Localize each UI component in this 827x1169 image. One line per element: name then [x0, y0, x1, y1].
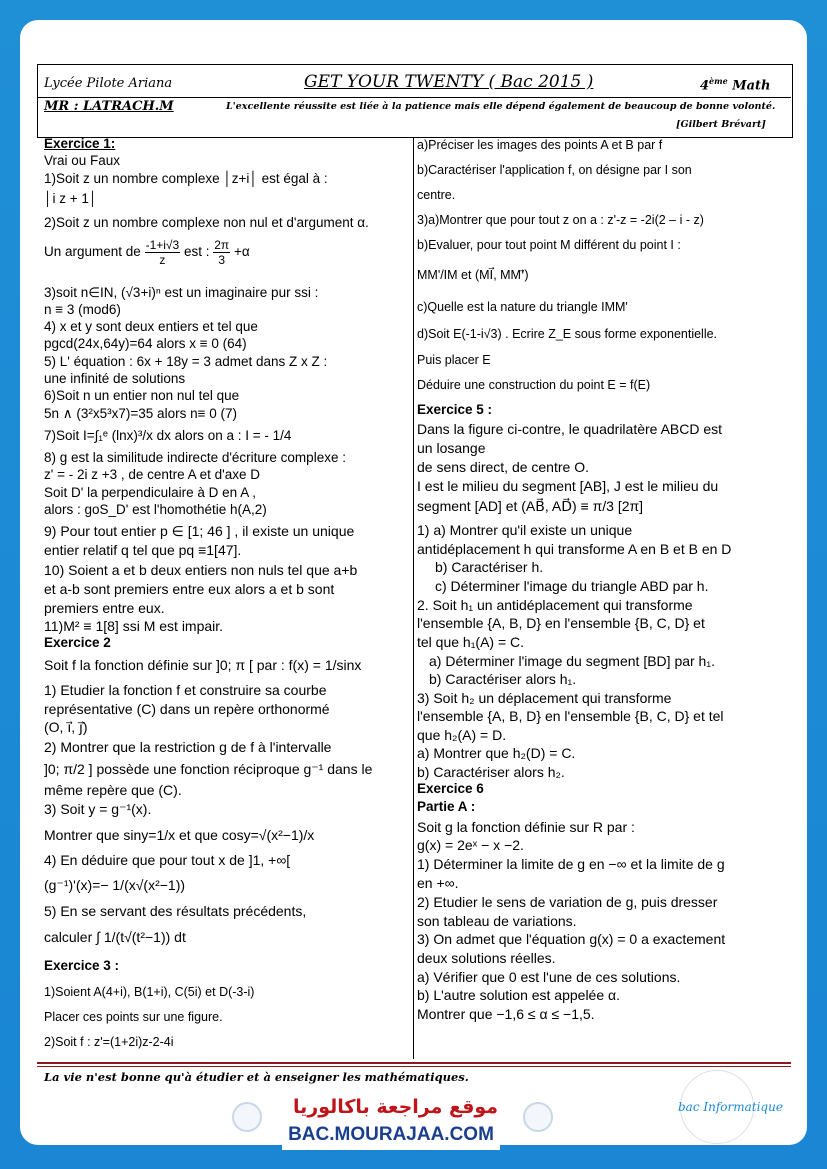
- e3-q3a: 3)a)Montrer que pour tout z on a : z'-z = -2i(2 – i - z): [417, 213, 704, 227]
- e2-q2: 2) Montrer que la restriction g de f à l'intervalle: [44, 739, 332, 755]
- q3-text: 3)soit n∈IN, (√3+i)ⁿ est un imaginaire pur ssi :: [44, 285, 319, 300]
- e6-q3: 3) On admet que l'équation g(x) = 0 a exactement: [417, 931, 726, 947]
- e5-q3a: a) Montrer que h₂(D) = C.: [417, 745, 576, 761]
- q9-line2: entier relatif q tel que pq ≡1[47].: [44, 542, 242, 558]
- e3-q3d: d)Soit E(-1-i√3) . Ecrire Z_E sous forme exponentielle.: [417, 327, 718, 341]
- teacher-name: MR : LATRACH.M: [44, 99, 174, 114]
- e2-q3-line2: Montrer que siny=1/x et que cosy=√(x²−1)/x: [44, 827, 315, 843]
- e6-q3b: b) L'autre solution est appelée α.: [417, 987, 621, 1003]
- brand-site[interactable]: BAC.MOURAJAA.COM: [288, 1124, 494, 1145]
- e3-q3c: c)Quelle est la nature du triangle IMM': [417, 300, 628, 314]
- q5-text: 5) L' équation : 6x + 18y = 3 admet dans Z x Z :: [44, 354, 328, 369]
- e3-q2b-line2: centre.: [417, 188, 456, 202]
- e2-q2-line2: ]0; π/2 ] possède une fonction réciproque g⁻¹ dans le: [44, 761, 373, 777]
- e5-q2: 2. Soit h₁ un antidéplacement qui transforme: [417, 597, 693, 613]
- e5-q1b: b) Caractériser h.: [435, 559, 544, 575]
- brand-arabic: موقع مراجعة باكالوريا: [293, 1096, 499, 1118]
- e2-q5: 5) En se servant des résultats précédents,: [44, 903, 307, 919]
- e6-function: g(x) = 2eˣ − x −2.: [417, 837, 524, 853]
- e6-q2: 2) Etudier le sens de variation de g, puis dresser: [417, 894, 718, 910]
- e5-intro-line3: de sens direct, de centre O.: [417, 459, 589, 475]
- e2-q2-line3: même repère que (C).: [44, 782, 182, 798]
- e2-q1: 1) Etudier la fonction f et construire sa courbe: [44, 682, 327, 698]
- level-badge: 4ème Math: [700, 76, 771, 94]
- e6-intro: Soit g la fonction définie sur R par :: [417, 819, 635, 835]
- e6-q1: 1) Déterminer la limite de g en −∞ et la limite de g: [417, 856, 725, 872]
- school-name: Lycée Pilote Ariana: [44, 76, 173, 91]
- book-logo-icon: [523, 1102, 553, 1132]
- q10-line3: premiers entre eux.: [44, 600, 165, 616]
- e6-q3a: a) Vérifier que 0 est l'une de ces solutions.: [417, 969, 681, 985]
- column-divider: [413, 137, 414, 1059]
- header-quote: L'excellente réussite est liée à la patience mais elle dépend également de beaucoup de bonne volonté.: [226, 101, 776, 112]
- q6-text: 6)Soit n un entier non nul tel que: [44, 388, 240, 403]
- e6-q2-line2: son tableau de variations.: [417, 913, 577, 929]
- q8-text: 8) g est la similitude indirecte d'écriture complexe :: [44, 450, 346, 465]
- e6-q3-line2: deux solutions réelles.: [417, 950, 556, 966]
- q1-expression: │i z + 1│: [44, 191, 98, 206]
- e5-q2a: a) Déterminer l'image du segment [BD] par h₁.: [429, 653, 715, 669]
- e2-q4-line2: (g⁻¹)'(x)=− 1/(x√(x²−1)): [44, 877, 186, 893]
- e2-q5-line2: calculer ∫ 1/(t√(t²−1)) dt: [44, 929, 186, 945]
- e5-q2-line2: l'ensemble {A, B, D} en l'ensemble {B, C, D} et: [417, 615, 705, 631]
- e5-q1c: c) Déterminer l'image du triangle ABD par h.: [435, 578, 709, 594]
- e5-intro: Dans la figure ci-contre, le quadrilatère ABCD est: [417, 421, 723, 437]
- exercise-3-title: Exercice 3 :: [44, 958, 120, 973]
- e5-q2b: b) Caractériser alors h₁.: [429, 671, 577, 687]
- quote-author: [Gilbert Brévart]: [676, 119, 766, 130]
- e3-q2b: b)Caractériser l'application f, on désigne par I son: [417, 163, 692, 177]
- q8-line3: Soit D' la perpendiculaire à D en A ,: [44, 485, 256, 500]
- q8-line4: alors : goS_D' est l'homothétie h(A,2): [44, 502, 267, 517]
- e2-q4: 4) En déduire que pour tout x de ]1, +∞[: [44, 852, 291, 868]
- part-a-title: Partie A :: [417, 799, 476, 814]
- exercise-1-intro: Vrai ou Faux: [44, 153, 121, 168]
- q3-answer: n ≡ 3 (mod6): [44, 302, 121, 317]
- footer-rule-thin: [37, 1066, 791, 1067]
- e5-q3: 3) Soit h₂ un déplacement qui transforme: [417, 690, 672, 706]
- q2-text: 2)Soit z un nombre complexe non nul et d'argument α.: [44, 215, 369, 230]
- badge-text: bac Informatique: [678, 1100, 783, 1114]
- e5-q1a: 1) a) Montrer qu'il existe un unique: [417, 522, 633, 538]
- header-divider: [37, 97, 791, 98]
- q4-answer: pgcd(24x,64y)=64 alors x ≡ 0 (64): [44, 336, 247, 351]
- e2-q3: 3) Soit y = g⁻¹(x).: [44, 801, 152, 817]
- book-logo-icon: [232, 1102, 262, 1132]
- e3-q2: 2)Soit f : z'=(1+2i)z-2-4i: [44, 1035, 174, 1049]
- e2-intro: Soit f la fonction définie sur ]0; π [ par : f(x) = 1/sinx: [44, 657, 362, 673]
- e5-q3-line3: que h₂(A) = D.: [417, 727, 507, 743]
- page-title: GET YOUR TWENTY ( Bac 2015 ): [304, 72, 594, 92]
- q11-text: 11)M² ≡ 1[8] ssi M est impair.: [44, 618, 224, 634]
- e2-q1-line3: (O, i⃗, j⃗): [44, 719, 88, 735]
- q4-text: 4) x et y sont deux entiers et tel que: [44, 319, 258, 334]
- q5-answer: une infinité de solutions: [44, 371, 186, 386]
- e3-q3d-line2: Puis placer E: [417, 353, 491, 367]
- e6-q3b-line2: Montrer que −1,6 ≤ α ≤ −1,5.: [417, 1006, 595, 1022]
- e3-q3d-line3: Déduire une construction du point E = f(E): [417, 378, 651, 392]
- exercise-6-title: Exercice 6: [417, 781, 484, 796]
- exercise-2-title: Exercice 2: [44, 635, 111, 650]
- e3-q1-line2: Placer ces points sur une figure.: [44, 1010, 223, 1024]
- q1-text: 1)Soit z un nombre complexe │z+i│ est égal à :: [44, 171, 328, 186]
- e5-q1a-line2: antidéplacement h qui transforme A en B et B en D: [417, 541, 732, 557]
- e3-q1: 1)Soient A(4+i), B(1+i), C(5i) et D(-3-i): [44, 985, 255, 999]
- e6-q1-line2: en +∞.: [417, 875, 459, 891]
- q8-formula: z' = - 2i z +3 , de centre A et d'axe D: [44, 467, 261, 482]
- q10-text: 10) Soient a et b deux entiers non nuls tel que a+b: [44, 562, 358, 578]
- exercise-5-title: Exercice 5 :: [417, 402, 493, 417]
- e5-q2-line3: tel que h₁(A) = C.: [417, 634, 525, 650]
- e3-q2a: a)Préciser les images des points A et B par f: [417, 138, 663, 152]
- e5-q3b: b) Caractériser alors h₂.: [417, 764, 565, 780]
- q10-line2: et a-b sont premiers entre eux alors a et b sont: [44, 581, 335, 597]
- e5-q3-line2: l'ensemble {A, B, D} en l'ensemble {B, C, D} et tel: [417, 708, 724, 724]
- e5-intro-line2: un losange: [417, 440, 486, 456]
- footer-motto: La vie n'est bonne qu'à étudier et à enseigner les mathématiques.: [44, 1070, 469, 1084]
- e3-q3b: b)Evaluer, pour tout point M différent du point I :: [417, 238, 681, 252]
- footer-rule: [37, 1062, 791, 1064]
- e5-intro-line4: I est le milieu du segment [AB], J est le milieu du: [417, 478, 719, 494]
- q6-answer: 5n ∧ (3²x5³x7)=35 alors n≡ 0 (7): [44, 406, 237, 421]
- e5-intro-line5: segment [AD] et (AB⃗, AD⃗) ≡ π/3 [2π]: [417, 498, 644, 514]
- q2-expression: Un argument de $\frac{-1+i√3}{z}$ est : $\frac{2\pi}{3}$ +α: [44, 238, 250, 267]
- q9-text: 9) Pour tout entier p ∈ [1; 46 ] , il existe un unique: [44, 523, 355, 539]
- e3-q3b-expr: MM'/IM et (MI⃗, MM'⃗): [417, 268, 529, 282]
- e2-q1-line2: représentative (C) dans un repère orthonormé: [44, 701, 330, 717]
- exercise-1-title: Exercice 1:: [44, 136, 116, 151]
- q7-text: 7)Soit I=∫₁ᵉ (lnx)³/x dx alors on a : I = - 1/4: [44, 428, 292, 443]
